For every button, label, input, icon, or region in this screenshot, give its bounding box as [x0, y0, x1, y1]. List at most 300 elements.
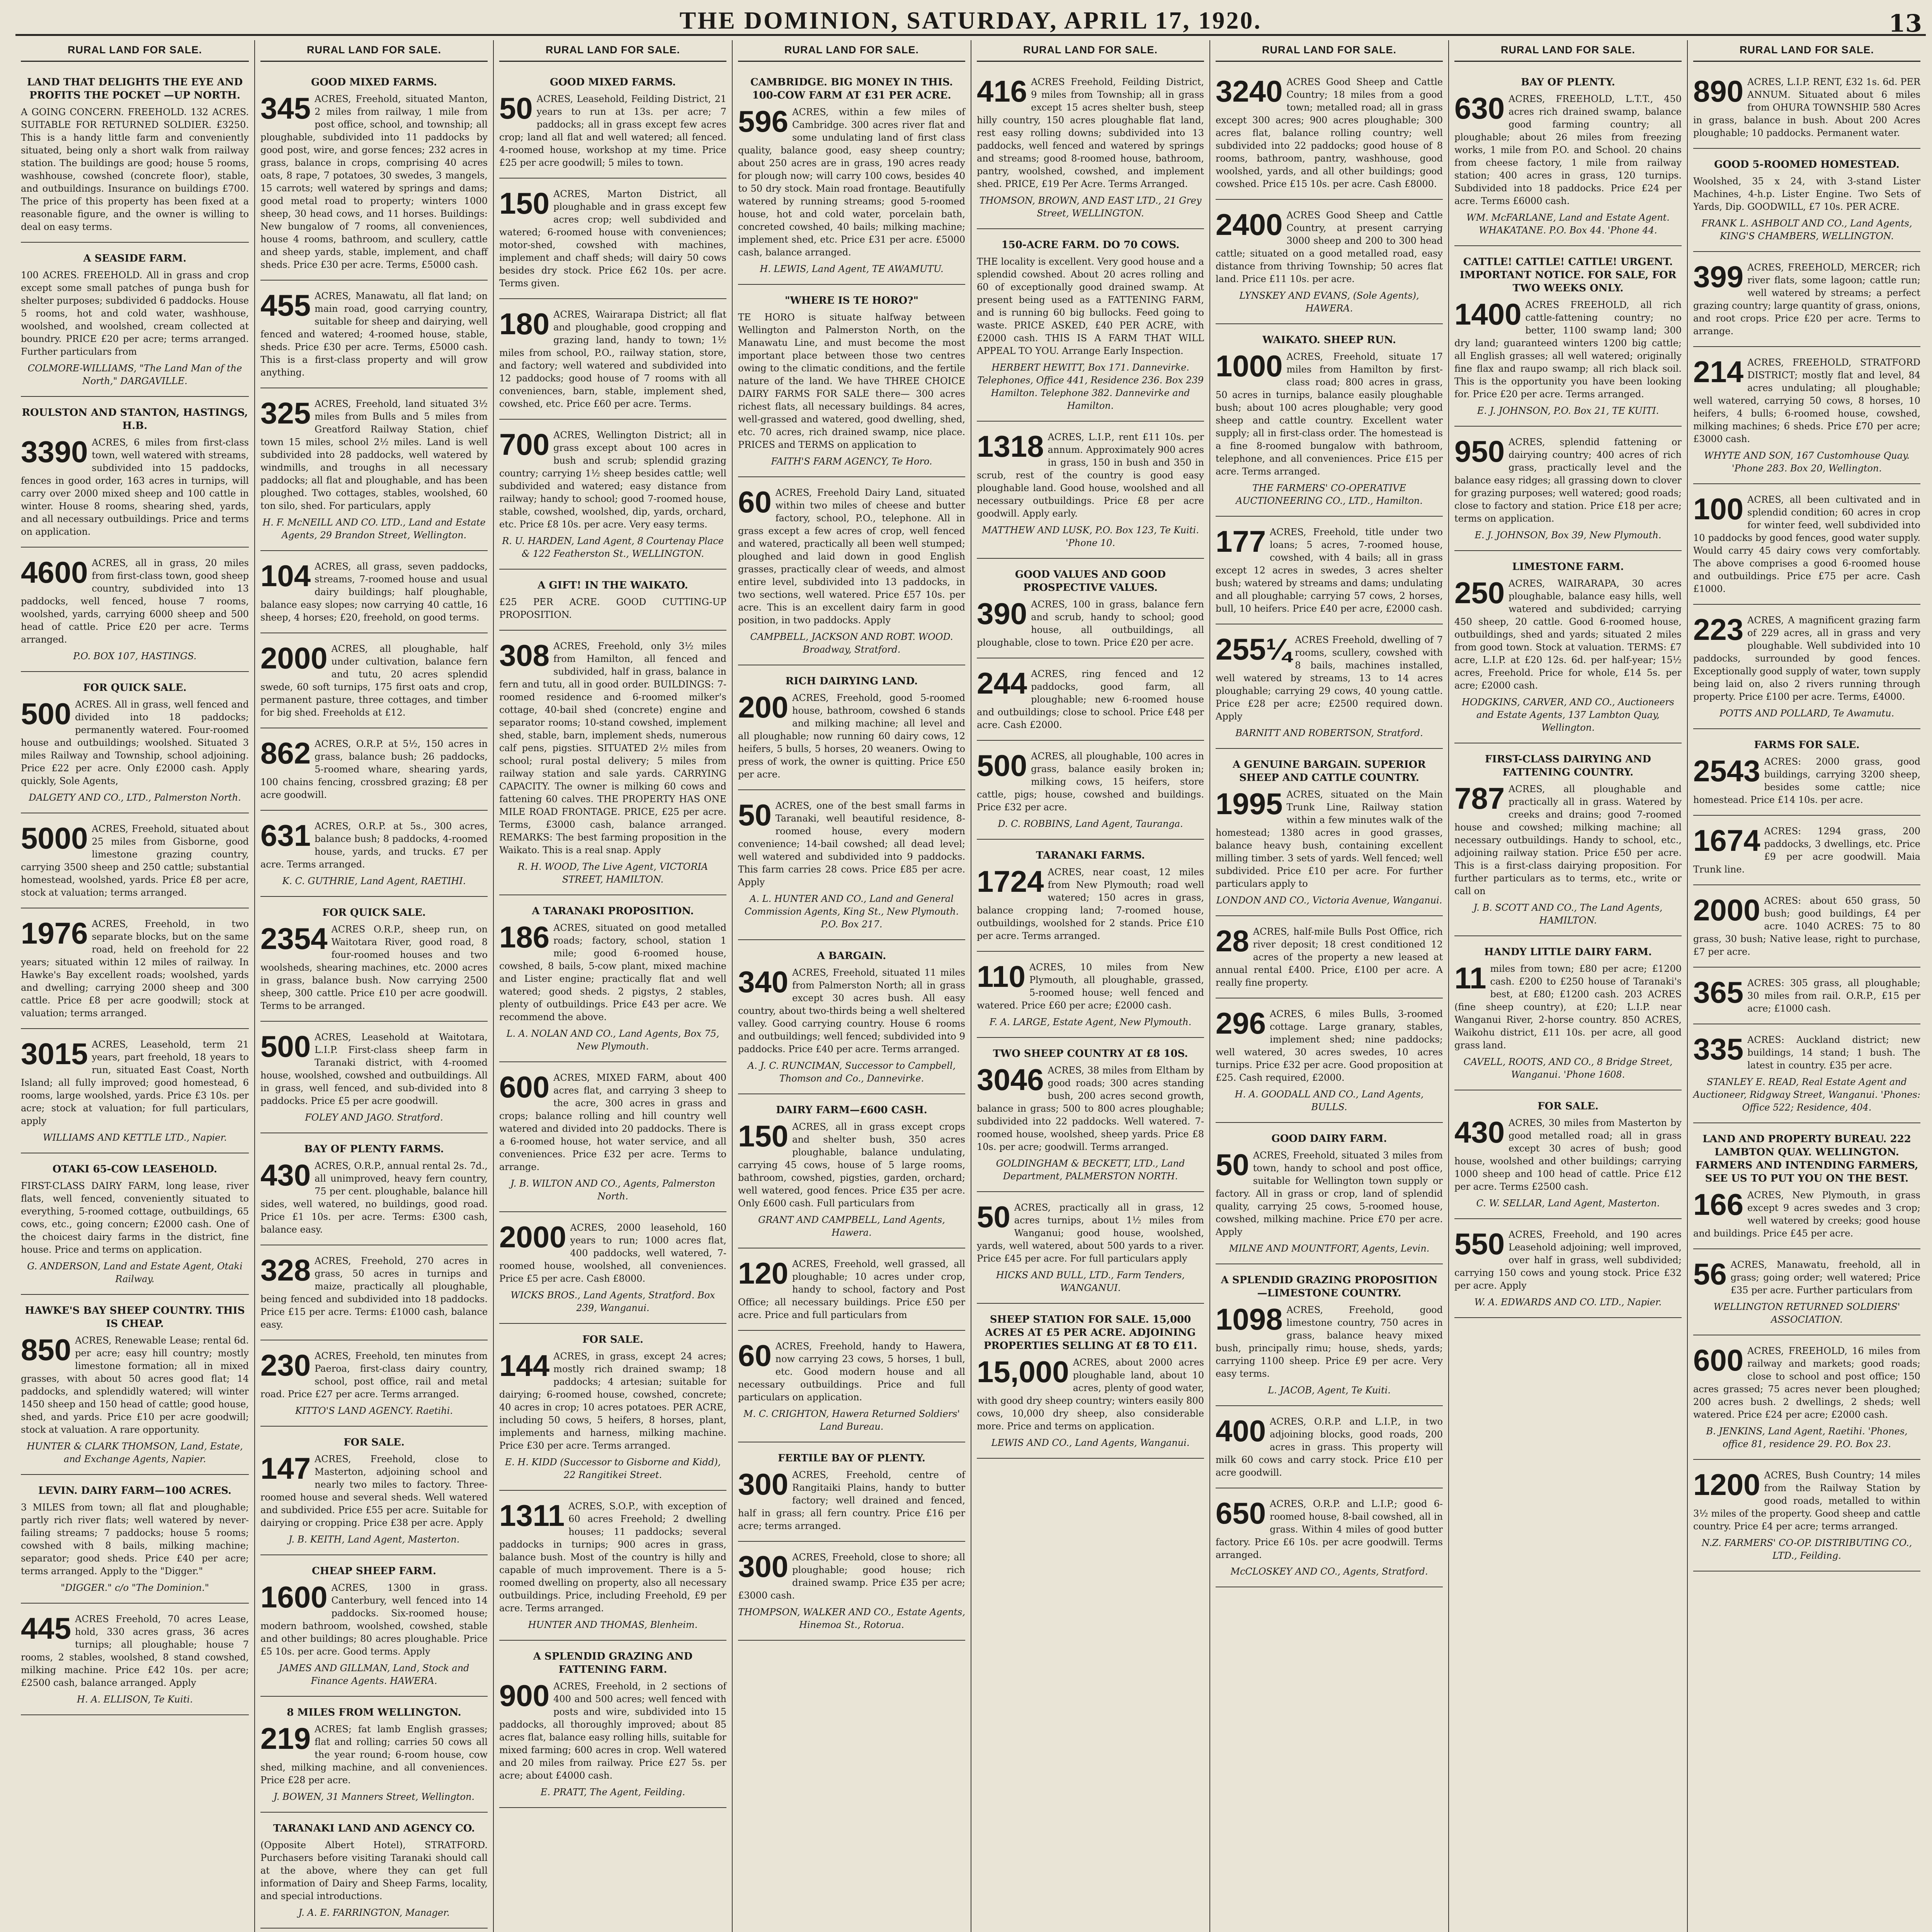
ad-body: ACRES: 2000 grass, good buildings, carrying 3200 sheep, besides some cattle; nice homestead. Price £14 10s. per acre. — [1693, 756, 1920, 805]
ad-acreage: 1098 — [1216, 1302, 1283, 1336]
ad-signature: KITTO'S LAND AGENCY. Raetihi. — [295, 1405, 453, 1416]
ad-heading: FOR SALE. — [1537, 1100, 1599, 1112]
ad-body: ACRES, Leasehold at Waitotara, L.I.P. First-class sheep farm in Taranaki district, with 4-roomed house, woolshed, cowshed and outbuildings. All in grass, well fenced, and sub-divided into 8 paddocks. Price £5 per acre goodwill. — [260, 1032, 488, 1106]
ad-body: ACRES, Freehold, good limestone country, 750 acres in grass, balance heavy mixed bush, principally rimu; house, sheds, yards; carrying 1100 sheep. Price £9 per acre. Very easy terms. — [1216, 1304, 1443, 1379]
advertisement — [260, 392, 488, 551]
ad-body: ACRES, 30 miles from Masterton by good metalled road; all in grass except 30 acres of bush; good house, woolshed and other buildings; carrying 1000 sheep and 100 head of cattle. Price £12 per acre. Terms £2500 cash. — [1454, 1117, 1682, 1192]
advertisement — [21, 1479, 249, 1604]
ad-heading: GOOD VALUES AND GOOD PROSPECTIVE VALUES. — [1015, 569, 1166, 594]
advertisement — [260, 1249, 488, 1340]
advertisement — [1693, 820, 1920, 885]
ad-body: ACRES, O.R.P. and L.I.P.; good 6-roomed house, 8-bail cowshed, all in grass. Within 4 miles of good butter factory. Price £6 10s. per acre goodwill. Terms arranged. — [1216, 1498, 1443, 1560]
advertisement — [21, 247, 249, 397]
ad-body: ACRES, all ploughable, 100 acres in grass, balance easily broken in; milking cows, 15 heifers, store cattle, pigs; house, cowshed and buildings. Price £32 per acre. — [977, 751, 1204, 813]
ad-acreage: 325 — [260, 396, 311, 430]
ad-body: ACRES: about 650 grass, 50 bush; good buildings, £4 per acre. 1040 ACRES: 75 to 80 grass, 30 bush; Native lease, right to purchase, £7 per acre. — [1693, 895, 1920, 957]
ad-heading: 150-ACRE FARM. DO 70 COWS. — [1001, 239, 1180, 251]
column-header: RURAL LAND FOR SALE. — [738, 40, 965, 62]
ad-body: ACRES, New Plymouth, in grass except 9 acres swedes and 3 crop; well watered by creeks; good house and buildings. Price £45 per acre. — [1693, 1190, 1920, 1239]
ad-body: ACRES, half-mile Bulls Post Office, rich river deposit; 18 crest conditioned 12 acres of the property a new leased at annual rental £400. Price, £100 per acre. A really fine property. — [1216, 926, 1443, 988]
ad-body: ACRES O.R.P., sheep run, on Waitotara River, good road, 8 four-roomed houses and two woolsheds, shearing machines, etc. 2000 acres in grass, balance bush. Now carrying 2500 sheep, 300 cattle. Price £10 per acre goodwill. Terms to be arranged. — [260, 924, 488, 1011]
advertisement — [21, 401, 249, 548]
ad-acreage: 430 — [1454, 1115, 1505, 1149]
ad-body: ACRES, FREEHOLD, 16 miles from railway and markets; good roads; close to school and post office; 150 acres grassed; 75 acres never been ploughed; 200 acres bush. 2 dwellings, 2 sheds; well watered. Price £24 per acre; £2000 cash. — [1693, 1345, 1920, 1420]
advertisement — [1693, 1339, 1920, 1460]
ad-heading: LIMESTONE FARM. — [1512, 561, 1624, 573]
ad-acreage: 2000 — [499, 1220, 566, 1254]
ad-body: THE locality is excellent. Very good house and a splendid cowshed. About 20 acres rolling and 60 of exceptionally good drained swamp. At present being used as a FATTENING FARM, and is running 60 big bullocks. Feed going to waste. PRICE ASKED, £40 PER ACRE, with £2000 cash. THIS IS A FARM THAT WILL APPEAL TO YOU. Arrange Early Inspection. — [977, 256, 1204, 356]
advertisement — [738, 1446, 965, 1542]
ad-acreage: 250 — [1454, 576, 1505, 610]
ad-acreage: 11 — [1454, 961, 1486, 995]
ad-acreage: 399 — [1693, 260, 1744, 294]
ad-signature: HICKS AND BULL, LTD., Farm Tenders, WANGANUI. — [996, 1270, 1185, 1293]
ad-signature: FAITH'S FARM AGENCY, Te Horo. — [771, 456, 932, 467]
ad-acreage: 60 — [738, 485, 772, 519]
ad-acreage: 850 — [21, 1333, 71, 1367]
ad-heading: FOR SALE. — [582, 1334, 643, 1345]
ad-body: ACRES, MIXED FARM, about 400 acres flat, and carrying 3 sheep to the acre, 300 acres in grass and crops; balance rolling and hill country well watered and divided into 20 paddocks. There is a 6-roomed house, hot water service, and all conveniences. Price £32 per acre. Terms to arrange. — [499, 1072, 726, 1172]
ad-body: ACRES, S.O.P., with exception of 60 acres Freehold; 2 dwelling houses; 11 paddocks; several paddocks in turnips; 900 acres in grass, balance bush. Most of the country is hilly and capable of much improvement. There is a 5-roomed dwelling on property, also all necessary outbuildings. Price, including Freehold, £9 per acre. Terms arranged. — [499, 1501, 726, 1614]
ad-acreage: 50 — [738, 798, 772, 832]
ad-signature: HUNTER AND THOMAS, Blenheim. — [528, 1619, 698, 1630]
advertisement — [499, 1328, 726, 1491]
column-3 — [493, 40, 732, 1932]
ad-body: ACRES, Freehold, and 190 acres Leasehold adjoining; well improved, over half in grass, well subdivided; carrying 150 cows and young stock. Price £32 per acre. Apply — [1454, 1229, 1682, 1291]
ad-body: ACRES, 6 miles Bulls, 3-roomed cottage. Large granary, stables, implement shed; nine paddocks; well watered, 30 acres swedes, 10 acres turnips. Price £32 per acre. Good proposition at £25. Cash required, £2000. — [1216, 1009, 1443, 1083]
advertisement — [260, 637, 488, 728]
ad-body: ACRES Freehold, 70 acres Lease, hold, 330 acres grass, 36 acres turnips; all ploughable; house 7 rooms, 2 stables, woolshed, 8 stand cowshed, milking machine. Price £42 10s. per acre; £2500 cash, balance arranged. Apply — [21, 1614, 249, 1688]
advertisement — [499, 423, 726, 570]
ad-body: ACRES, Leasehold, term 21 years, part freehold, 18 years to run, situated East Coast, North Island; all fully improved; good homestead, 6 rooms, large woolshed, yards. Price £3 10s. per acre; stock at valuation; for full particulars, apply — [21, 1039, 249, 1126]
advertisement — [1693, 70, 1920, 149]
ad-signature: A. L. HUNTER AND CO., Land and General Commission Agents, King St., New Plymouth. P.O. Box 217. — [744, 893, 959, 930]
ad-body: ACRES, all grass, seven paddocks, streams, 7-roomed house and usual dairy buildings; half ploughable, balance easy slopes; now carrying 40 cattle, 16 sheep, 4 horses; £20, freehold, on good terms. — [260, 561, 488, 623]
ad-heading: TARANAKI LAND AND AGENCY CO. — [273, 1823, 475, 1834]
ad-heading: RICH DAIRYING LAND. — [785, 675, 918, 687]
ad-heading: FERTILE BAY OF PLENTY. — [778, 1452, 925, 1464]
advertisement — [738, 944, 965, 1094]
column-6 — [1209, 40, 1448, 1932]
ad-body: 3 MILES from town; all flat and ploughable; partly rich river flats; well watered by never-failing streams; 7 paddocks; house 5 rooms; cowshed with 8 bails, milking machine; separator; good sheds. Price £40 per acre; terms arranged. Apply to the "Digger." — [21, 1502, 249, 1577]
ad-acreage: 400 — [1216, 1414, 1266, 1448]
advertisement — [1216, 70, 1443, 200]
advertisement — [738, 1098, 965, 1248]
ad-signature: E. H. KIDD (Successor to Gisborne and Kidd), 22 Rangitikei Street. — [505, 1457, 721, 1480]
ad-signature: FRANK L. ASHBOLT AND CO., Land Agents, KING'S CHAMBERS, WELLINGTON. — [1701, 218, 1912, 242]
ad-acreage: 596 — [738, 104, 789, 138]
advertisement — [260, 732, 488, 811]
ad-body: ACRES, all ploughable and practically all in grass. Watered by creeks and drains; good 7-roomed house and cowshed; milking machine; all necessary outbuildings. Handy to school, etc., adjoining railway station. Price £50 per acre. This is a first-class dairying proposition. For further particulars as to terms, etc., write or call on — [1454, 784, 1682, 896]
ad-heading: CATTLE! CATTLE! CATTLE! URGENT. IMPORTANT NOTICE. FOR SALE, FOR TWO WEEKS ONLY. — [1459, 256, 1677, 294]
ad-signature: J. B. SCOTT AND CO., The Land Agents, HAMILTON. — [1473, 902, 1663, 926]
advertisement — [1216, 328, 1443, 517]
ad-acreage: 650 — [1216, 1496, 1266, 1530]
ad-body: ACRES, all in grass except crops and shelter bush, 350 acres ploughable, balance undulating, carrying 45 cows, house of 5 large rooms, bathroom, cowshed, pigsties, garden, orchard; well watered, good fences. Price £35 per acre. Only £600 cash. Full particulars from — [738, 1121, 965, 1209]
ad-body: FIRST-CLASS DAIRY FARM, long lease, river flats, well fenced, conveniently situated to everything, 5-roomed cottage, outbuildings, 65 cows, etc., going concern; £2000 cash. One of the choicest dairy farms in the district, fine house. Price and terms on application. — [21, 1180, 249, 1255]
advertisement — [260, 1559, 488, 1697]
ad-signature: DALGETY AND CO., LTD., Palmerston North. — [29, 792, 241, 803]
ad-body: ACRES, all in grass, 20 miles from first-class town, good sheep country, subdivided into 13 paddocks, well fenced, house 7 rooms, woolshed, yards, carrying 6000 sheep and 500 head of cattle. Price £20 per acre. Terms arranged. — [21, 558, 249, 645]
ad-acreage: 2354 — [260, 922, 328, 956]
advertisement — [1693, 971, 1920, 1024]
ad-heading: TARANAKI FARMS. — [1036, 850, 1145, 861]
advertisement — [1693, 609, 1920, 729]
ad-acreage: 345 — [260, 91, 311, 125]
advertisement — [738, 289, 965, 477]
ad-signature: FOLEY AND JAGO. Stratford. — [305, 1112, 443, 1123]
advertisement — [260, 1816, 488, 1929]
ad-body: ACRES FREEHOLD, all rich cattle-fattening country; no better, 1100 swamp land; 300 dry land; guaranteed winters 1200 big cattle; all English grasses; all well watered; originally fine flax and raupo swamp; all rich black soil. This is the opportunity you have been looking for. Price £20 per acre. Terms arranged. — [1454, 299, 1682, 400]
ad-signature: McCLOSKEY AND CO., Agents, Stratford. — [1230, 1566, 1428, 1577]
ad-acreage: 50 — [1216, 1148, 1249, 1182]
advertisement — [1454, 70, 1682, 246]
ad-signature: LONDON AND CO., Victoria Avenue, Wanganui. — [1216, 895, 1442, 906]
column-header: RURAL LAND FOR SALE. — [1693, 40, 1920, 62]
ad-body: ACRES, A magnificent grazing farm of 229 acres, all in grass and very ploughable. Well subdivided into 10 paddocks, surrounded by good fences. Exceptionally good supply of water, town supply being laid on, also 2 rivers running through property. Price £100 per acre. Terms, £4000. — [1693, 615, 1920, 702]
ad-body: ACRES, Leasehold, Feilding District, 21 years to run at 13s. per acre; 7 paddocks; all in grass except few acres crop; land all flat and well watered; all fenced. 4-roomed house, workshop at my time. Price £25 per acre goodwill; 5 miles to town. — [499, 94, 726, 168]
ad-heading: LAND THAT DELIGHTS THE EYE AND PROFITS THE POCKET —UP NORTH. — [27, 77, 243, 101]
ad-signature: H. LEWIS, Land Agent, TE AWAMUTU. — [760, 264, 944, 274]
columns-grid — [15, 40, 1926, 1932]
ad-acreage: 630 — [1454, 91, 1505, 125]
ad-acreage: 308 — [499, 638, 550, 672]
ad-signature: C. W. SELLAR, Land Agent, Masterton. — [1476, 1198, 1660, 1209]
advertisement — [977, 844, 1204, 952]
column-header: RURAL LAND FOR SALE. — [1216, 40, 1443, 62]
ad-heading: GOOD DAIRY FARM. — [1271, 1133, 1387, 1145]
advertisement — [738, 1335, 965, 1442]
ad-signature: JAMES AND GILLMAN, Land, Stock and Finance Agents. HAWERA. — [279, 1663, 469, 1686]
advertisement — [499, 1216, 726, 1324]
ad-acreage: 223 — [1693, 612, 1744, 646]
advertisement — [1216, 1127, 1443, 1264]
ad-acreage: 600 — [499, 1070, 550, 1104]
ad-signature: D. C. ROBBINS, Land Agent, Tauranga. — [998, 818, 1183, 829]
advertisement — [738, 70, 965, 285]
ad-signature: P.O. BOX 107, HASTINGS. — [73, 651, 197, 662]
ad-body: ACRES, Wellington District; all in grass except about 100 acres in bush and scrub; splendid grazing country; carrying 1½ sheep besides cattle; well subdivided and watered; easy distance from railway; handy to school; good 7-roomed house, stable, cowshed, woolshed, dip, yards, orchard, etc. Price £8 10s. per acre. Very easy terms. — [499, 430, 726, 530]
ad-signature: COLMORE-WILLIAMS, "The Land Man of the North," DARGAVILLE. — [27, 363, 242, 386]
ad-signature: MATTHEW AND LUSK, P.O. Box 123, Te Kuiti. 'Phone 10. — [982, 525, 1199, 548]
ad-signature: BARNITT AND ROBERTSON, Stratford. — [1235, 728, 1423, 738]
ad-body: ACRES, 6 miles from first-class town, well watered with streams, subdivided into 15 paddocks, fences in good order, 163 acres in turnips, will carry over 2000 mixed sheep and 100 cattle in winter. House 8 rooms, shearing shed, yards, and all necessary outbuildings. Price and terms on application. — [21, 437, 249, 537]
ad-signature: THOMPSON, WALKER AND CO., Estate Agents, Hinemoa St., Rotorua. — [738, 1607, 965, 1630]
ad-signature: WILLIAMS AND KETTLE LTD., Napier. — [43, 1132, 227, 1143]
ad-body: £25 PER ACRE. GOOD CUTTING-UP PROPOSITION. — [499, 597, 726, 620]
advertisement — [1693, 1464, 1920, 1571]
ad-signature: E. PRATT, The Agent, Feilding. — [540, 1787, 685, 1798]
advertisement — [260, 1701, 488, 1813]
ad-body: ACRES, L.I.P. RENT, £32 1s. 6d. PER ANNUM. Situated about 6 miles from OHURA TOWNSHIP. 580 Acres in grass, balance in bush. About 200 Acres ploughable; 10 paddocks. Permanent water. — [1693, 77, 1920, 138]
ad-signature: G. ANDERSON, Land and Estate Agent, Otaki Railway. — [27, 1261, 243, 1284]
ad-acreage: 600 — [1693, 1343, 1744, 1377]
ad-body: ACRES, in grass, except 24 acres; mostly rich drained swamp; 18 paddocks; 4 artesian; suitable for dairying; 6-roomed house, cowshed, concrete; 40 acres in crop; 10 acres potatoes. PER ACRE, including 50 cows, 5 heifers, 8 horses, plant, implements and harness, milking machine. Price £30 per acre. Terms arranged. — [499, 1351, 726, 1451]
ad-signature: HERBERT HEWITT, Box 171. Dannevirke. Telephones, Office 441, Residence 236. Box 239 Hamilton. Telephone 382. Dannevirke and Hamilton. — [977, 362, 1204, 411]
advertisement — [260, 284, 488, 388]
advertisement — [1454, 940, 1682, 1090]
ad-body: ACRES, all ploughable, half under cultivation, balance fern and tutu, 20 acres splendid swede, 60 soft turnips, 175 first oats and crop, permanent pasture, three cottages, and timber for big shed. Freeholds at £12. — [260, 643, 488, 718]
ad-acreage: 180 — [499, 307, 550, 341]
ad-body: ACRES Good Sheep and Cattle Country; 18 miles from a good town; metalled road; all in grass except 300 acres; 900 acres ploughable; 300 acres flat, balance rolling country; well subdivided into 22 paddocks; good house of 8 rooms, bathroom, pantry, washhouse, good woolshed, yards, and all other buildings; good cowshed. Price £15 10s. per acre. Cash £8000. — [1216, 77, 1443, 189]
ad-body: ACRES, within a few miles of Cambridge. 300 acres river flat and some undulating land of first class quality, balance good, easy sheep country; about 250 acres are in grass, 190 acres ready for plough now; will carry 100 cows, besides 40 to 50 dry stock. Main road frontage. Beautifully watered by running streams; good 5-roomed house, hot and cold water, porcelain bath, concreted cowshed, 40 bails; milking machine; implement shed, etc. Price £31 per acre. £5000 cash, balance arranged. — [738, 107, 965, 258]
ad-acreage: 1311 — [499, 1498, 565, 1532]
ad-body: ACRES, FREEHOLD, L.T.T., 450 acres rich drained swamp, balance good farming country; all ploughable; about 26 miles from freezing works, 1 mile from P.O. and School. 20 chains from cheese factory, 1 mile from railway station; 400 acres in grass, 120 turnips. Subdivided into 18 paddocks. Price £24 per acre. Terms £6000 cash. — [1454, 94, 1682, 206]
ad-heading: BAY OF PLENTY. — [1521, 77, 1615, 88]
ad-body: (Opposite Albert Hotel), STRATFORD. Purchasers before visiting Taranaki should call at the above, where they can get full information of Dairy and Sheep Farms, locality, and special introductions. — [260, 1840, 488, 1901]
ad-acreage: 147 — [260, 1451, 311, 1485]
ad-signature: LEWIS AND CO., Land Agents, Wanganui. — [991, 1437, 1190, 1448]
advertisement — [977, 745, 1204, 840]
ad-body: ACRES, about 2000 acres ploughable land, about 10 acres, plenty of good water, with good dry sheep country; winters easily 800 cows, 10,000 dry sheep, also considerable more. Price and terms on application. — [977, 1357, 1204, 1432]
ad-acreage: 1674 — [1693, 823, 1760, 857]
ad-body: TE HORO is situate halfway between Wellington and Palmerston North, on the Manawatu Line, and must become the most important place between those two centres owing to the climatic conditions, and the fertile nature of the land. We have THREE CHOICE DAIRY FARMS FOR SALE there— 300 acres richest flats, all necessary buildings. 84 acres, well-grassed and watered, good dwelling, shed, etc. 70 acres, rich drained swamp, nice place. PRICES and TERMS on application to — [738, 312, 965, 450]
advertisement — [499, 899, 726, 1062]
ad-signature: POTTS AND POLLARD, Te Awamutu. — [1719, 708, 1895, 719]
ad-heading: A BARGAIN. — [817, 950, 886, 962]
ad-heading: FARMS FOR SALE. — [1754, 739, 1860, 751]
advertisement — [1693, 351, 1920, 484]
advertisement — [977, 662, 1204, 741]
ad-body: ACRES: 1294 grass, 200 paddocks, 3 dwellings, etc. Price £9 per acre goodwill. Maia Trunk line. — [1693, 826, 1920, 875]
ad-body: ACRES, 1300 in grass. Canterbury, well fenced into 14 paddocks. Six-roomed house; modern bathroom, woolshed, cowshed, stable and other buildings; 80 acres ploughable. Price £5 10s. per acre. Good terms. Apply — [260, 1582, 488, 1657]
ad-signature: R. H. WOOD, The Live Agent, VICTORIA STREET, HAMILTON. — [517, 861, 708, 885]
ad-body: ACRES: 305 grass, all ploughable; 30 miles from rail. O.R.P., £15 per acre; £1000 cash. — [1747, 978, 1920, 1014]
ad-body: ACRES, Freehold, ten minutes from Paeroa, first-class dairy country, school, post office, rail and metal road. Price £27 per acre. Terms arranged. — [260, 1350, 488, 1400]
advertisement — [1454, 250, 1682, 427]
ad-body: ACRES, O.R.P. at 5½, 150 acres in grass, balance bush; 26 paddocks, 5-roomed whare, shearing yards, 100 chains fencing, crossbred grazing; £8 per acre goodwill. — [260, 738, 488, 800]
ad-acreage: 104 — [260, 559, 311, 593]
column-5 — [971, 40, 1209, 1932]
ad-heading: GOOD MIXED FARMS. — [311, 77, 437, 88]
ad-acreage: 230 — [260, 1348, 311, 1382]
ad-acreage: 144 — [499, 1349, 550, 1383]
ad-heading: HAWKE'S BAY SHEEP COUNTRY. THIS IS CHEAP. — [25, 1305, 245, 1330]
ad-acreage: 1995 — [1216, 787, 1283, 821]
ad-body: ACRES, 100 in grass, balance fern and scrub, handy to school; good house, all outbuildings, all ploughable, close to town. Price £20 per acre. — [977, 599, 1204, 648]
ad-signature: M. C. CRIGHTON, Hawera Returned Soldiers' Land Bureau. — [743, 1408, 960, 1432]
advertisement — [499, 1495, 726, 1641]
ad-acreage: 186 — [499, 920, 550, 954]
advertisement — [21, 817, 249, 908]
advertisement — [260, 1430, 488, 1555]
ad-signature: THE FARMERS' CO-OPERATIVE AUCTIONEERING CO., LTD., Hamilton. — [1236, 483, 1423, 506]
advertisement — [1693, 153, 1920, 252]
column-1 — [15, 40, 254, 1932]
ad-body: ACRES, Freehold, centre of Rangitaiki Plains, handy to butter factory; well drained and fenced, half in grass; all fern country. Price £16 per acre; terms arranged. — [738, 1469, 965, 1531]
advertisement — [977, 563, 1204, 658]
ad-acreage: 328 — [260, 1253, 311, 1287]
ad-body: ACRES, Freehold, close to shore; all ploughable; good house; rich drained swamp. Price £35 per acre; £3000 cash. — [738, 1552, 965, 1601]
ad-acreage: 340 — [738, 965, 789, 999]
ad-signature: WHYTE AND SON, 167 Customhouse Quay. 'Phone 283. Box 20, Wellington. — [1704, 450, 1910, 474]
ad-acreage: 4600 — [21, 555, 88, 589]
ad-signature: L. A. NOLAN AND CO., Land Agents, Box 75, New Plymouth. — [506, 1028, 719, 1052]
advertisement — [1216, 520, 1443, 624]
ad-signature: CAMPBELL, JACKSON AND ROBT. WOOD. Broadway, Stratford. — [750, 631, 953, 655]
ad-heading: FOR QUICK SALE. — [83, 682, 187, 694]
ad-heading: CAMBRIDGE. BIG MONEY IN THIS. 100-COW FARM AT £31 PER ACRE. — [750, 77, 953, 101]
ad-heading: OTAKI 65-COW LEASEHOLD. — [52, 1163, 218, 1175]
ad-signature: HODGKINS, CARVER, AND CO., Auctioneers and Estate Agents, 137 Lambton Quay, Wellington. — [1462, 697, 1674, 733]
advertisement — [1216, 628, 1443, 749]
ad-acreage: 445 — [21, 1611, 71, 1645]
ad-body: ACRES, Wairarapa District; all flat and ploughable, good cropping and grazing land, handy to town; 1½ miles from school, P.O., railway station, store, and factory; well watered and subdivided into 12 paddocks; good house of 7 rooms with all conveniences, barn, stable, implement shed, cowshed, etc. Price £60 per acre. Terms. — [499, 309, 726, 409]
advertisement — [1216, 1492, 1443, 1587]
ad-body: ACRES, Freehold, only 3½ miles from Hamilton, all fenced and subdivided, half in grass, balance in fern and tutu, all in good order. BUILDINGS: 7-roomed residence and 6-roomed milker's cottage, 40-bail shed (concrete) engine and separator rooms; 10-stand cowshed, implement shed, stable, barn, implement sheds, numerous calf pens, pigsties. SITUATED 2½ miles from school; rural postal delivery; 5 miles from railway station and sale yards. CARRYING CAPACITY. The owner is milking 60 cows and fattening 60 calves. THE PROPERTY HAS ONE MILE ROAD FRONTAGE. PRICE, £25 per acre. Terms, £3000 cash, balance arranged. REMARKS: The best farming proposition in the Waikato. This is a real snap. Apply — [499, 641, 726, 855]
ad-acreage: 1600 — [260, 1580, 328, 1614]
ad-heading: A SPLENDID GRAZING PROPOSITION —LIMESTONE COUNTRY. — [1221, 1274, 1438, 1299]
ad-acreage: 2000 — [260, 641, 328, 675]
ad-heading: GOOD MIXED FARMS. — [549, 77, 676, 88]
ad-body: ACRES, O.R.P. and L.I.P., in two adjoining blocks, good roads, 200 acres in grass. This property will milk 60 cows and carry stock. Price £10 per acre goodwill. — [1216, 1416, 1443, 1478]
ad-heading: LEVIN. DAIRY FARM—100 ACRES. — [38, 1485, 231, 1497]
ad-acreage: 28 — [1216, 924, 1249, 958]
ad-acreage: 1724 — [977, 864, 1044, 898]
advertisement — [1216, 753, 1443, 916]
advertisement — [499, 182, 726, 299]
ad-body: ACRES, Freehold, 270 acres in grass, 50 acres in turnips and maize, practically all ploughable, being fenced and subdivided into 18 paddocks. Price £15 per acre. Terms: £1000 cash, balance easy. — [260, 1255, 488, 1330]
ad-body: ACRES, splendid fattening or dairying country; 400 acres of rich grass, practically level and the balance easy ridges; all grassing down to clover for grazing purposes; well watered; good roads; close to factory and station. Price £18 per acre; terms on application. — [1454, 437, 1682, 524]
ad-heading: SHEEP STATION FOR SALE. 15,000 ACRES AT £5 PER ACRE. ADJOINING PROPERTIES SELLING AT £8 TO £11. — [983, 1314, 1197, 1352]
ad-acreage: 255¼ — [1216, 632, 1291, 666]
advertisement — [260, 1344, 488, 1427]
ad-body: ACRES, Freehold, good 5-roomed house, bathroom, cowshed 6 stands and milking machine; all level and all ploughable; now running 60 dairy cows, 12 heifers, 5 bulls, 5 horses, 20 weaners. Owing to press of work, the owner is quitting. Price £50 per acre. — [738, 692, 965, 780]
ad-body: ACRES, Freehold, situate 17 miles from Hamilton by first-class road; 800 acres in grass, 50 acres in turnips, balance easily ploughable bush; about 100 acres ploughable; very good sheep and cattle country. Excellent water supply; all in first-class order. The homestead is a fine 8-roomed bungalow with bathroom, telephone, and all conveniences. Price £15 per acre. Terms arranged. — [1216, 351, 1443, 477]
ad-acreage: 1976 — [21, 916, 88, 950]
ad-acreage: 120 — [738, 1256, 789, 1290]
ad-acreage: 3046 — [977, 1063, 1044, 1097]
ad-signature: K. C. GUTHRIE, Land Agent, RAETIHI. — [282, 876, 466, 886]
advertisement — [1693, 1028, 1920, 1123]
ad-acreage: 244 — [977, 666, 1027, 700]
ad-body: ACRES, FREEHOLD, STRATFORD DISTRICT; mostly flat and level, 84 acres undulating; all ploughable; well watered, carrying 50 cows, 8 horses, 10 heifers, 4 bulls; 6-roomed house, cowshed, milking machines; 6 sheds. Price £70 per acre; £3000 cash. — [1693, 357, 1920, 444]
ad-acreage: 1000 — [1216, 349, 1283, 383]
ad-acreage: 3240 — [1216, 74, 1283, 108]
ad-signature: F. A. LARGE, Estate Agent, New Plymouth. — [989, 1017, 1192, 1027]
ad-body: ACRES, Freehold, land situated 3½ miles from Bulls and 5 miles from Greatford Railway Station, chief town 15 miles, school 2½ miles. Land is well subdivided into 28 paddocks, well watered by windmills, and troughs in all necessary paddocks; all flat and ploughable, and has been ploughed. Two cottages, stables, woolshed, 60 ton silo, shed. For particulars, apply — [260, 398, 488, 511]
ad-acreage: 177 — [1216, 524, 1266, 558]
advertisement — [21, 1607, 249, 1715]
ad-body: miles from town; £80 per acre; £1200 cash. £200 to £250 house of Taranaki's best, at £80; £1200 cash. 203 ACRES (fine sheep country), at £20; L.I.P. near Wanganui River, 2-horse country. 850 ACRES, Waikohu district, £11 10s. per acre, all good grass land. — [1454, 963, 1682, 1051]
column-4 — [732, 40, 971, 1932]
ad-body: ACRES, Marton District, all ploughable and in grass except few acres crop; well subdivided and watered; 6-roomed house with conveniences; motor-shed, cowshed with machines, implement and chaff sheds; will dairy 50 cows besides dry stock. Price £62 10s. per acre. Terms given. — [499, 189, 726, 289]
ad-acreage: 110 — [977, 959, 1026, 993]
advertisement — [977, 1196, 1204, 1304]
ad-heading: A GIFT! IN THE WAIKATO. — [537, 580, 688, 591]
advertisement — [260, 901, 488, 1022]
ad-acreage: 500 — [260, 1029, 311, 1063]
advertisement — [977, 70, 1204, 229]
advertisement — [738, 794, 965, 940]
ad-heading: WAIKATO. SHEEP RUN. — [1262, 334, 1396, 346]
ad-body: ACRES; fat lamb English grasses; flat and rolling; carries 50 cows all the year round; 6-room house, cow shed, milking machine, and all conveniences. Price £28 per acre. — [260, 1724, 488, 1786]
ad-heading: BAY OF PLENTY FARMS. — [304, 1143, 444, 1155]
ad-signature: A. J. C. RUNCIMAN, Successor to Campbell, Thomson and Co., Dannevirke. — [747, 1060, 956, 1084]
ad-body: ACRES, 2000 leasehold, 160 years to run; 1000 acres flat, 400 paddocks, well watered, 7-roomed house, woolshed, all conveniences. Price £5 per acre. Cash £8000. — [499, 1222, 726, 1284]
advertisement — [1693, 1127, 1920, 1249]
ad-heading: FOR SALE. — [344, 1437, 405, 1448]
page-number: 13 — [1888, 9, 1922, 37]
ad-body: ACRES, Manawatu, all flat land; on main road, good carrying country, suitable for sheep and dairying, well fenced and watered; 4-roomed house, stable, sheds. Price £30 per acre. Terms, £5000 cash. This is a first-class property and will grow anything. — [260, 291, 488, 378]
ad-body: ACRES, Freehold, close to Masterton, adjoining school and nearly two miles to factory. Three-roomed house and several sheds. Well watered and subdivided. Price £55 per acre. Suitable for dairying or cropping. Price £38 per acre. Apply — [260, 1454, 488, 1528]
ad-signature: THOMSON, BROWN, AND EAST LTD., 21 Grey Street, WELLINGTON. — [979, 195, 1202, 219]
advertisement — [977, 233, 1204, 422]
ad-body: ACRES Freehold, Feilding District, 9 miles from Township; all in grass except 15 acres shelter bush, steep hilly country, 150 acres ploughable flat land, rest easy rolling downs; subdivided into 13 paddocks, well fenced and watered by springs and streams; good 8-roomed house, bathroom, pantry, woolshed, cowshed, and implement shed. PRICE, £19 Per Acre. Terms Arranged. — [977, 77, 1204, 189]
advertisement — [21, 70, 249, 243]
advertisement — [738, 481, 965, 665]
ad-acreage: 100 — [1693, 492, 1744, 526]
ad-acreage: 200 — [738, 690, 789, 724]
ad-body: ACRES, O.R.P., annual rental 2s. 7d., all unimproved, heavy fern country, 75 per cent. ploughable, balance hill sides, well watered, no buildings, good road. Price £1 10s. per acre. Terms: £300 cash, balance easy. — [260, 1160, 488, 1235]
ad-acreage: 15,000 — [977, 1355, 1069, 1389]
ad-heading: LAND AND PROPERTY BUREAU. 222 LAMBTON QUAY. WELLINGTON. FARMERS AND INTENDING FARMERS, SEE US TO PUT YOU ON THE BEST. — [1695, 1133, 1918, 1184]
ad-signature: J. BOWEN, 31 Manners Street, Wellington. — [273, 1791, 475, 1802]
ad-body: ACRES, practically all in grass, 12 acres turnips, about 1½ miles from Wanganui; good house, woolshed, yards, well watered, about 500 yards to a river. Price £45 per acre. For full particulars apply — [977, 1202, 1204, 1264]
ad-acreage: 335 — [1693, 1032, 1744, 1066]
ad-body: ACRES, L.I.P., rent £11 10s. per annum. Approximately 900 acres in grass, 150 in bush and 350 in scrub, rest of the country is good easy ploughable land. Good house, woolshed and all necessary outbuildings. Price £8 per acre goodwill. Apply early. — [977, 432, 1204, 519]
ad-body: ACRES, Freehold, situated 11 miles from Palmerston North; all in grass except 30 acres bush. All easy country, about two-thirds being a well sheltered valley. Good carrying country. House 6 rooms and outbuildings; well fenced; subdivided into 9 paddocks. Price £40 per acre. Terms arranged. — [738, 967, 965, 1054]
masthead — [15, 7, 1926, 36]
ad-acreage: 500 — [977, 748, 1027, 782]
ad-acreage: 416 — [977, 74, 1027, 108]
ad-acreage: 5000 — [21, 821, 88, 855]
advertisement — [260, 1137, 488, 1245]
column-header: RURAL LAND FOR SALE. — [499, 40, 726, 62]
ad-acreage: 300 — [738, 1467, 789, 1501]
advertisement — [1216, 204, 1443, 324]
ad-signature: "DIGGER." c/o "The Dominion." — [61, 1582, 209, 1593]
advertisement — [499, 573, 726, 631]
ad-signature: J. B. KEITH, Land Agent, Masterton. — [288, 1534, 460, 1545]
ad-heading: HANDY LITTLE DAIRY FARM. — [1484, 946, 1652, 958]
ad-acreage: 50 — [499, 91, 533, 125]
ad-acreage: 1318 — [977, 429, 1044, 463]
ad-body: ACRES, ring fenced and 12 paddocks, good farm, all ploughable; new 6-roomed house and outbuildings; close to school. Price £48 per acre. Cash £2000. — [977, 668, 1204, 730]
advertisement — [977, 1042, 1204, 1192]
ad-acreage: 2000 — [1693, 893, 1760, 927]
ad-heading: ROULSTON AND STANTON, HASTINGS, H.B. — [22, 407, 248, 432]
ad-body: ACRES, Bush Country; 14 miles from the Railway Station by good roads, metalled to within 3½ miles of the property. Good sheep and cattle country. Price £4 per acre; terms arranged. — [1693, 1470, 1920, 1532]
advertisement — [1454, 747, 1682, 936]
ad-acreage: 1200 — [1693, 1468, 1760, 1502]
ad-acreage: 3015 — [21, 1037, 88, 1071]
ad-body: ACRES Good Sheep and Cattle Country, at present carrying 3000 sheep and 200 to 300 head cattle; situated on a good metalled road, easy distance from thriving Township; 50 acres flat land. Price £11 10s. per acre. — [1216, 210, 1443, 284]
ad-acreage: 2400 — [1216, 207, 1283, 242]
ad-signature: E. J. JOHNSON, Box 39, New Plymouth. — [1475, 530, 1662, 541]
advertisement — [499, 303, 726, 420]
ad-body: ACRES, Freehold, title under two loans; 5 acres, 7-roomed house, cowshed, with 4 bails; all in grass except 12 acres in swedes, 3 acres shelter bush; watered by streams and dams; undulating and all ploughable; carrying 57 cows, 2 horses, bull, 10 heifers. Price £40 per acre, £2000 cash. — [1216, 527, 1443, 614]
ad-heading: TWO SHEEP COUNTRY AT £8 10S. — [993, 1048, 1188, 1060]
advertisement — [1693, 256, 1920, 347]
advertisement — [499, 1066, 726, 1212]
ad-body: 100 ACRES. FREEHOLD. All in grass and crop except some small patches of punga bush for shelter purposes; subdivided 6 paddocks. House 5 rooms, hot and cold water, washhouse, woolshed, and woolshed, cream collected at boundry. PRICE £20 per acre; terms arranged. Further particulars from — [21, 270, 249, 357]
ad-heading: A SPLENDID GRAZING AND FATTENING FARM. — [533, 1651, 693, 1675]
advertisement — [260, 815, 488, 897]
advertisement — [1216, 920, 1443, 998]
ad-body: ACRES, Freehold, situated about 25 miles from Gisborne, good limestone grazing country, carrying 3500 sheep and 250 cattle; substantial homestead, woolshed, yards. Price £8 per acre, stock at valuation; terms arranged. — [21, 823, 249, 898]
ad-heading: DAIRY FARM—£600 CASH. — [776, 1104, 927, 1116]
advertisement — [1693, 889, 1920, 968]
ad-heading: A SEASIDE FARM. — [83, 253, 187, 264]
ad-acreage: 890 — [1693, 74, 1744, 108]
ad-heading: "WHERE IS TE HORO?" — [784, 295, 919, 306]
ad-acreage: 50 — [977, 1200, 1010, 1234]
advertisement — [1216, 1268, 1443, 1406]
ad-heading: A TARANAKI PROPOSITION. — [532, 905, 694, 917]
ad-signature: WICKS BROS., Land Agents, Stratford. Box 239, Wanganui. — [510, 1290, 715, 1313]
advertisement — [499, 70, 726, 179]
